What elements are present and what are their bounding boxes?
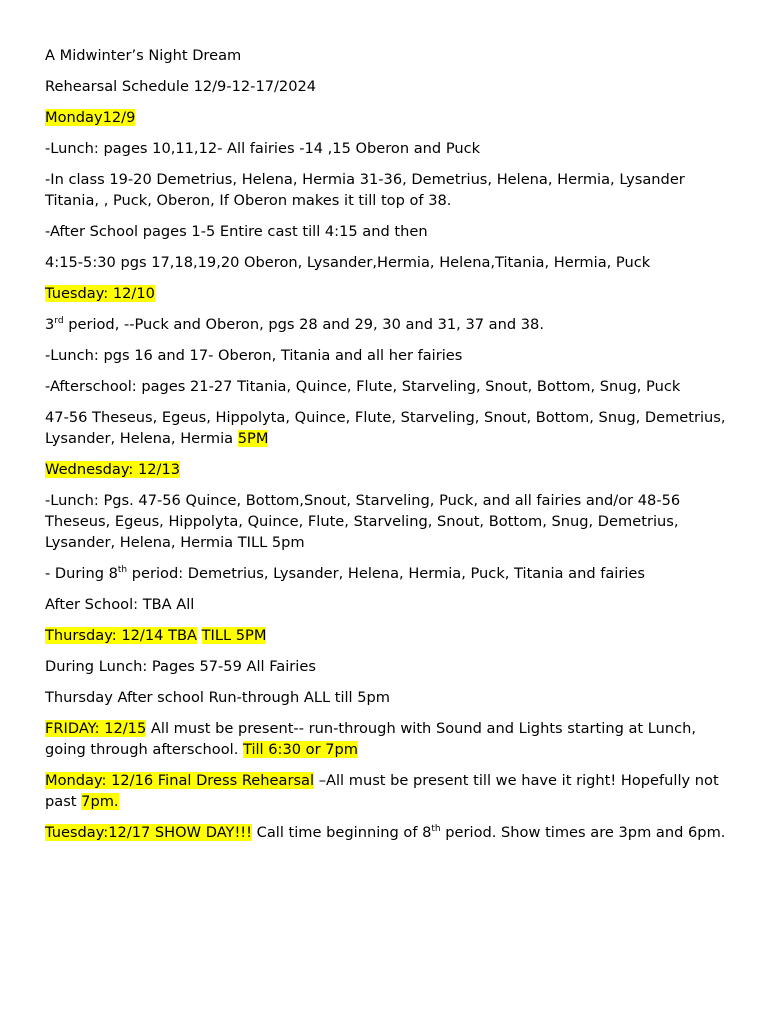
- thursday-heading-line: [45, 625, 728, 646]
- tuesday-late: [45, 407, 728, 449]
- monday-heading: Monday12/9: [45, 109, 136, 126]
- thursday-lunch: During Lunch: Pages 57-59 All Fairies: [45, 658, 316, 675]
- wednesday-period-text: period: Demetrius, Lysander, Helena, Hermia, Puck, Titania and fairies: [127, 565, 645, 582]
- tuesday-period-text: period, --Puck and Oberon, pgs 28 and 29, 30 and 31, 37 and 38.: [63, 316, 544, 333]
- monday-lunch: -Lunch: pages 10,11,12- All fairies -14 ,15 Oberon and Puck: [45, 140, 481, 157]
- final-dress-line: [45, 770, 728, 812]
- tuesday-period-number: 3: [45, 316, 55, 333]
- show-day-text-pre: Call time beginning of 8: [252, 824, 432, 841]
- document-title: A Midwinter’s Night Dream: [45, 47, 242, 64]
- wednesday-period-pre: - During 8: [45, 565, 118, 582]
- tuesday-afterschool: -Afterschool: pages 21-27 Titania, Quince, Flute, Starveling, Snout, Bottom, Snug, Puck: [45, 378, 681, 395]
- wednesday-heading-line: [45, 459, 728, 480]
- friday-time: Till 6:30 or 7pm: [242, 741, 358, 758]
- wednesday-period: [45, 563, 728, 584]
- monday-heading-line: [45, 107, 728, 128]
- thursday-heading-time: TILL 5PM: [201, 627, 267, 644]
- final-dress-text: –All must be present till we have it right! Hopefully not past: [45, 772, 719, 810]
- show-day-heading: Tuesday:12/17 SHOW DAY!!!: [45, 824, 253, 841]
- thursday-after-school: Thursday After school Run-through ALL till 5pm: [45, 689, 391, 706]
- show-day-line: [45, 822, 728, 843]
- show-day-text-rest: period. Show times are 3pm and 6pm.: [440, 824, 726, 841]
- monday-in-class: -In class 19-20 Demetrius, Helena, Hermia 31-36, Demetrius, Helena, Hermia, Lysander Titania, , Puck, Oberon, If Oberon makes it till top of 38.: [45, 171, 685, 209]
- friday-line: [45, 718, 728, 760]
- thursday-heading: Thursday: 12/14 TBA: [45, 627, 197, 644]
- final-dress-heading: Monday: 12/16 Final Dress Rehearsal: [45, 772, 315, 789]
- tuesday-heading-line: [45, 283, 728, 304]
- wednesday-lunch: -Lunch: Pgs. 47-56 Quince, Bottom,Snout, Starveling, Puck, and all fairies and/or 48-56 Theseus, Egeus, Hippolyta, Quince, Flute, Starveling, Snout, Bottom, Snug, Demetrius, Lysander, Helena, Hermia TILL 5pm: [45, 492, 681, 551]
- tuesday-period-ordinal: rd: [54, 316, 64, 326]
- friday-text: All must be present-- run-through with Sound and Lights starting at Lunch, going through afterschool.: [45, 720, 697, 758]
- monday-after-school: -After School pages 1-5 Entire cast till 4:15 and then: [45, 223, 428, 240]
- tuesday-late-time: 5PM: [237, 430, 269, 447]
- tuesday-late-text: 47-56 Theseus, Egeus, Hippolyta, Quince, Flute, Starveling, Snout, Bottom, Snug, Demetrius, Lysander, Helena, Hermia: [45, 409, 726, 447]
- friday-heading: FRIDAY: 12/15: [45, 720, 147, 737]
- tuesday-lunch: -Lunch: pgs 16 and 17- Oberon, Titania and all her fairies: [45, 347, 463, 364]
- wednesday-period-ordinal: th: [117, 565, 128, 575]
- tuesday-period: [45, 314, 728, 335]
- wednesday-heading: Wednesday: 12/13: [45, 461, 181, 478]
- tuesday-heading: Tuesday: 12/10: [45, 285, 155, 302]
- final-dress-time: 7pm.: [81, 793, 119, 810]
- monday-late: 4:15-5:30 pgs 17,18,19,20 Oberon, Lysander,Hermia, Helena,Titania, Hermia, Puck: [45, 254, 651, 271]
- show-day-ordinal: th: [431, 824, 441, 834]
- wednesday-after-school: After School: TBA All: [45, 596, 195, 613]
- schedule-subtitle: Rehearsal Schedule 12/9-12-17/2024: [45, 78, 317, 95]
